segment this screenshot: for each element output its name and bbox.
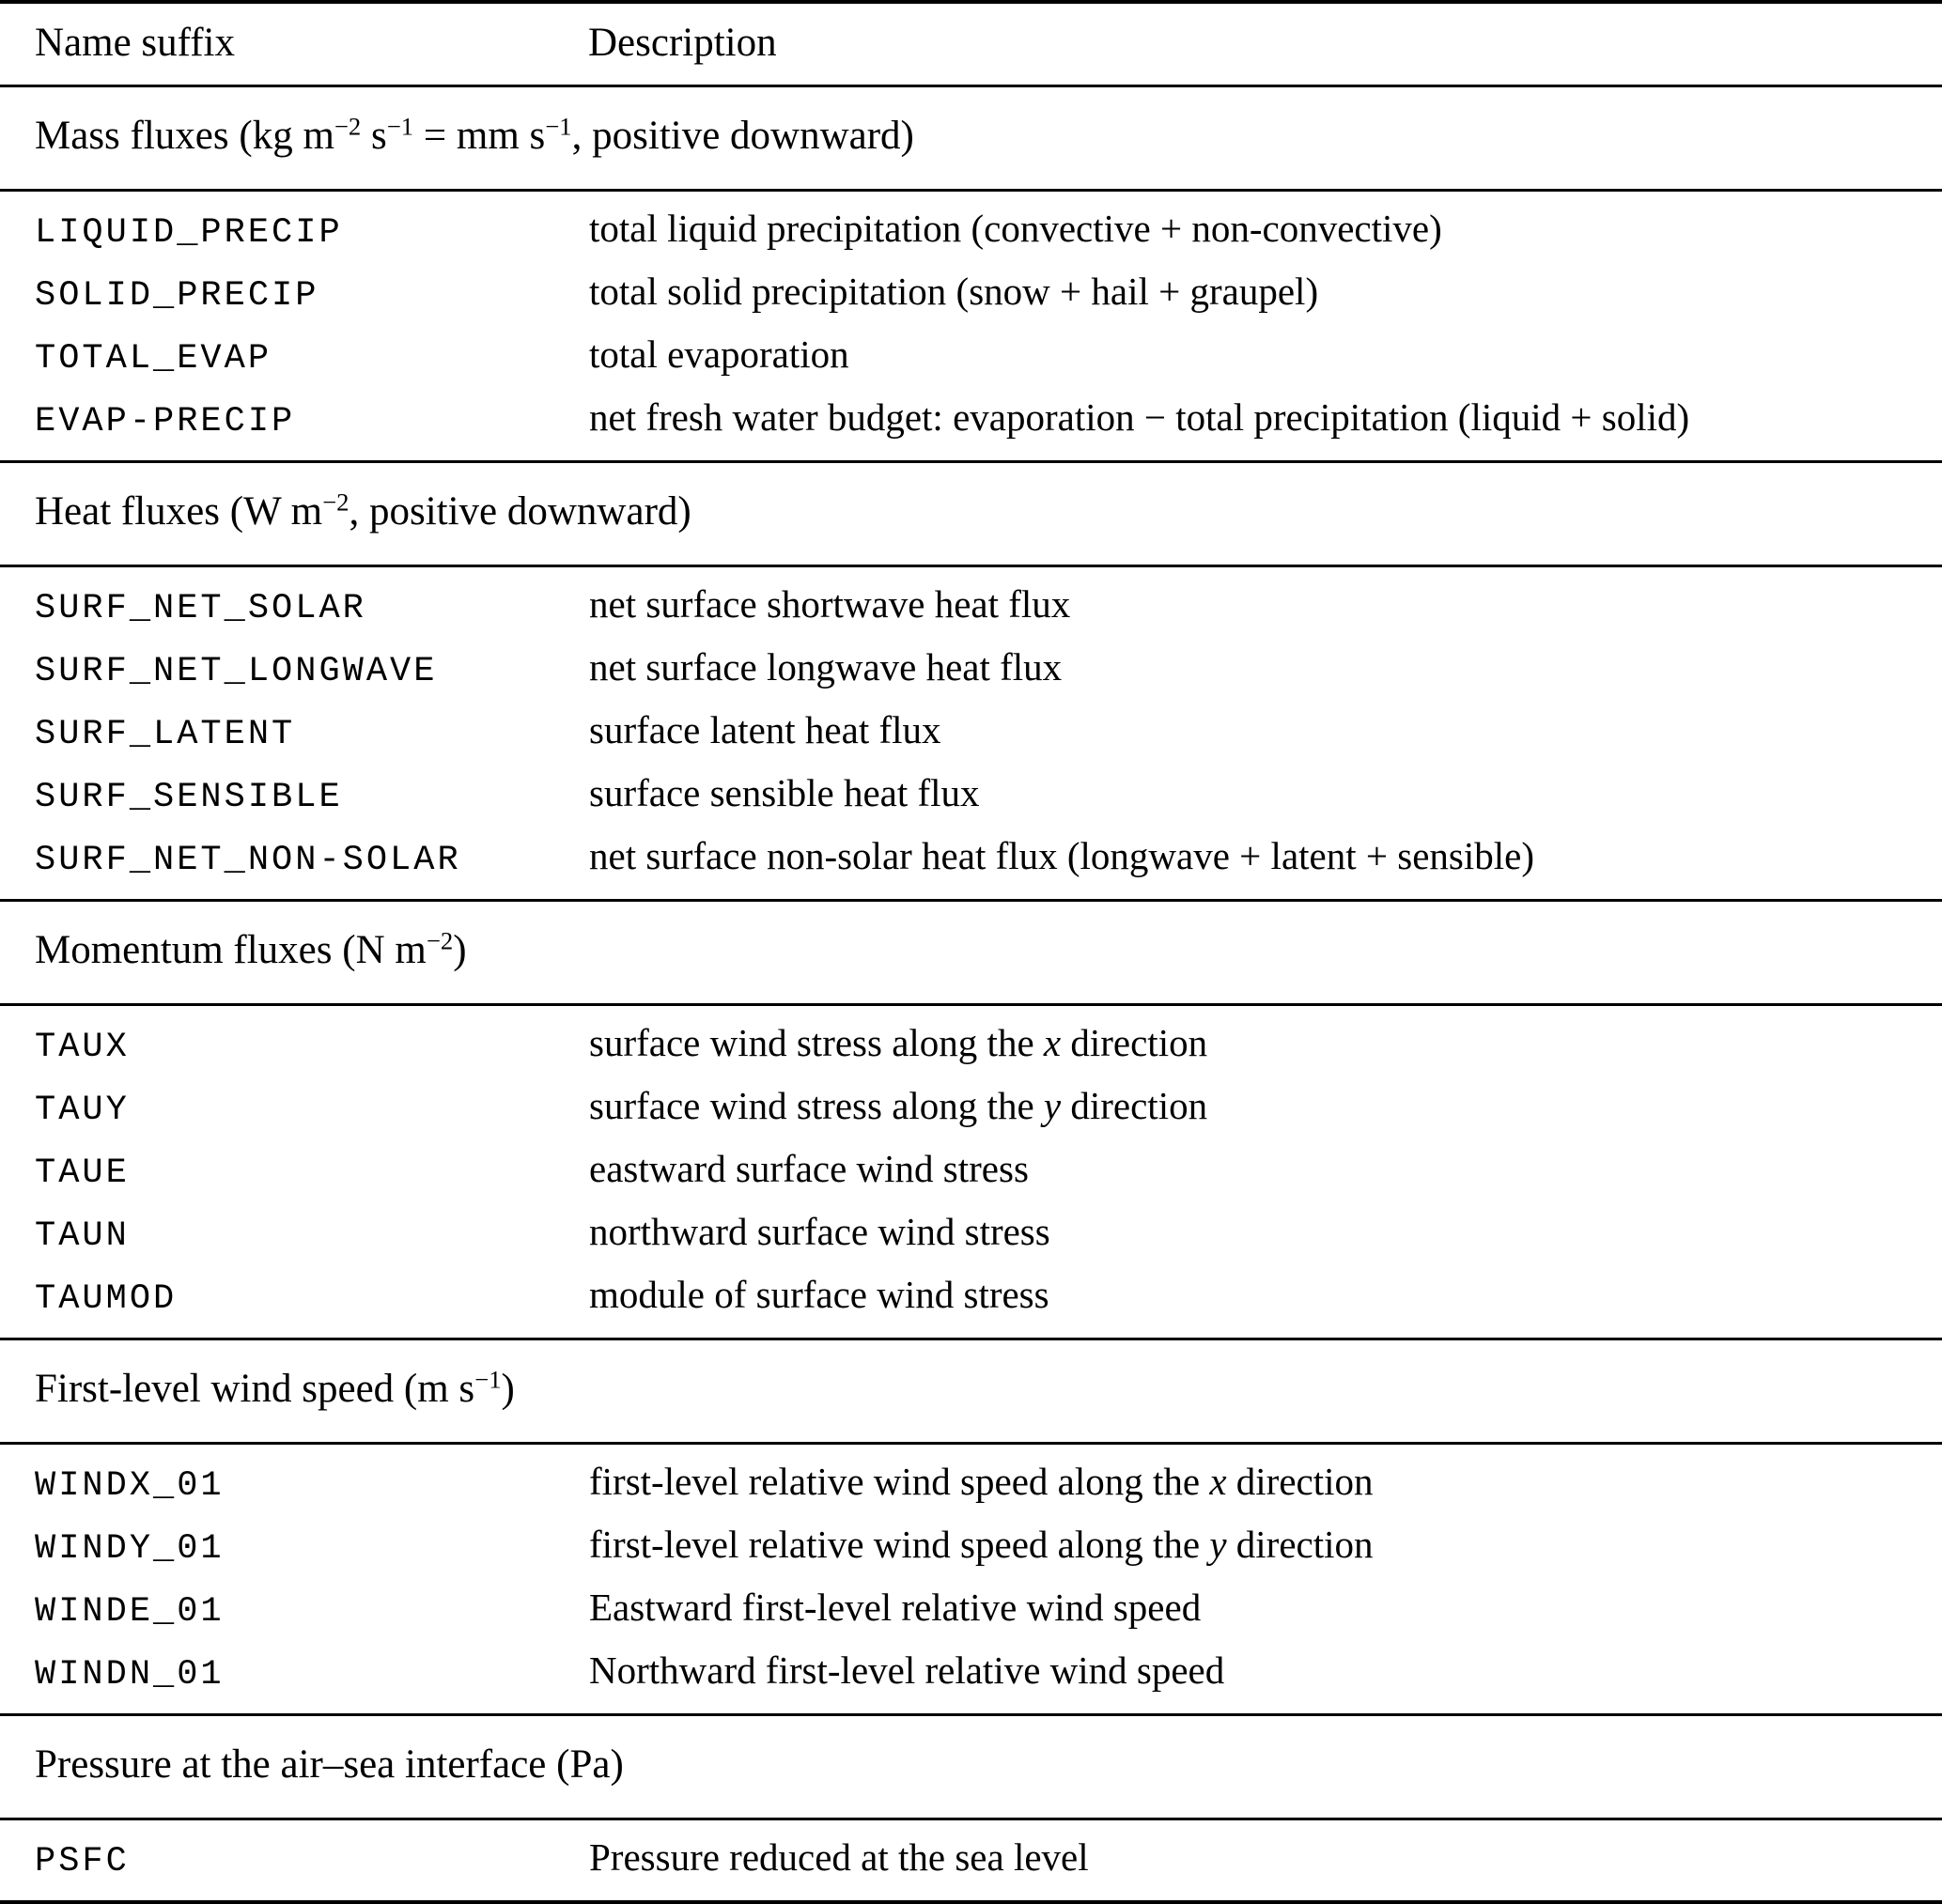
text-segment: net surface non-solar heat flux (longwave + latent + sensible) bbox=[589, 834, 1534, 877]
text-segment: surface latent heat flux bbox=[589, 708, 941, 751]
variable-name: TOTAL_EVAP bbox=[35, 339, 272, 379]
text-segment: Momentum fluxes (N m bbox=[35, 928, 427, 972]
table-row bbox=[0, 764, 1942, 827]
variable-description bbox=[588, 388, 1942, 462]
column-header-description: Description bbox=[588, 21, 777, 65]
variable-description bbox=[588, 1819, 1942, 1903]
text-segment: module of surface wind stress bbox=[589, 1273, 1049, 1316]
variable-name: WINDN_01 bbox=[35, 1655, 225, 1695]
table-row bbox=[0, 638, 1942, 701]
variable-description bbox=[588, 1515, 1942, 1578]
superscript-exponent: −1 bbox=[545, 112, 572, 141]
variable-description bbox=[588, 1005, 1942, 1077]
text-segment: direction bbox=[1061, 1021, 1208, 1064]
text-segment: s bbox=[361, 114, 387, 158]
superscript-exponent: −1 bbox=[474, 1365, 502, 1394]
section-header-row bbox=[0, 901, 1942, 1005]
table-row bbox=[0, 701, 1942, 764]
math-variable: y bbox=[1043, 1084, 1062, 1127]
text-segment: total solid precipitation (snow + hail + graupel) bbox=[589, 270, 1319, 313]
section-title bbox=[0, 901, 1942, 1005]
text-segment: Heat fluxes (W m bbox=[35, 489, 323, 534]
text-segment: direction bbox=[1226, 1460, 1374, 1503]
text-segment: direction bbox=[1226, 1523, 1374, 1566]
table-row bbox=[0, 1819, 1942, 1903]
text-segment: ) bbox=[501, 1367, 515, 1411]
variable-name: LIQUID_PRECIP bbox=[35, 213, 343, 253]
text-segment: net fresh water budget: evaporation − total precipitation (liquid + solid) bbox=[589, 395, 1690, 439]
variable-name: SURF_NET_LONGWAVE bbox=[35, 652, 438, 691]
math-variable: x bbox=[1209, 1460, 1227, 1503]
table-body bbox=[0, 86, 1942, 1903]
variable-description bbox=[588, 701, 1942, 764]
section-header-row bbox=[0, 86, 1942, 191]
variable-description bbox=[588, 566, 1942, 639]
table-row bbox=[0, 1578, 1942, 1641]
text-segment: net surface shortwave heat flux bbox=[589, 582, 1071, 626]
math-variable: y bbox=[1209, 1523, 1227, 1566]
text-segment: first-level relative wind speed along the bbox=[589, 1460, 1210, 1503]
table-row bbox=[0, 388, 1942, 462]
text-segment: , positive downward) bbox=[571, 114, 914, 158]
text-segment: Pressure reduced at the sea level bbox=[589, 1835, 1089, 1879]
variable-name: WINDY_01 bbox=[35, 1529, 225, 1569]
column-header-name-suffix: Name suffix bbox=[35, 21, 235, 65]
variable-name: SURF_SENSIBLE bbox=[35, 778, 343, 817]
text-segment: total liquid precipitation (convective + non-convective) bbox=[589, 207, 1442, 250]
text-segment: Eastward first-level relative wind speed bbox=[589, 1586, 1202, 1629]
variable-description bbox=[588, 1265, 1942, 1339]
variable-description bbox=[588, 827, 1942, 901]
table-header bbox=[0, 2, 1942, 86]
text-segment: total evaporation bbox=[589, 333, 849, 376]
text-segment: direction bbox=[1061, 1084, 1208, 1127]
variable-name: SURF_LATENT bbox=[35, 715, 296, 754]
section-title bbox=[0, 86, 1942, 191]
table-row bbox=[0, 1515, 1942, 1578]
text-segment: eastward surface wind stress bbox=[589, 1147, 1029, 1190]
text-segment: northward surface wind stress bbox=[589, 1210, 1050, 1253]
variable-description bbox=[588, 262, 1942, 325]
text-segment: Northward first-level relative wind speed bbox=[589, 1649, 1225, 1692]
text-segment: First-level wind speed (m s bbox=[35, 1367, 475, 1411]
text-segment: ) bbox=[453, 928, 467, 972]
variable-description bbox=[588, 764, 1942, 827]
variable-description bbox=[588, 1641, 1942, 1715]
table-row bbox=[0, 1202, 1942, 1265]
variable-description bbox=[588, 1444, 1942, 1516]
text-segment: surface wind stress along the bbox=[589, 1084, 1044, 1127]
variable-description bbox=[588, 325, 1942, 388]
variable-name: SOLID_PRECIP bbox=[35, 276, 319, 316]
variable-name: TAUY bbox=[35, 1091, 130, 1130]
text-segment: Pressure at the air–sea interface (Pa) bbox=[35, 1742, 624, 1787]
text-segment: = mm s bbox=[413, 114, 546, 158]
superscript-exponent: −2 bbox=[322, 488, 350, 517]
variable-description bbox=[588, 1139, 1942, 1202]
text-segment: surface wind stress along the bbox=[589, 1021, 1044, 1064]
section-title bbox=[0, 462, 1942, 566]
table-row bbox=[0, 325, 1942, 388]
table-row bbox=[0, 566, 1942, 639]
superscript-exponent: −1 bbox=[386, 112, 414, 141]
text-segment: surface sensible heat flux bbox=[589, 771, 980, 814]
text-segment: , positive downward) bbox=[349, 489, 691, 534]
table-row bbox=[0, 262, 1942, 325]
variable-name: SURF_NET_NON-SOLAR bbox=[35, 841, 461, 880]
table-row bbox=[0, 1005, 1942, 1077]
section-title bbox=[0, 1715, 1942, 1819]
variable-name: EVAP-PRECIP bbox=[35, 402, 296, 441]
variable-name: TAUX bbox=[35, 1028, 130, 1067]
text-segment: Mass fluxes (kg m bbox=[35, 114, 334, 158]
superscript-exponent: −2 bbox=[426, 926, 454, 955]
section-title bbox=[0, 1339, 1942, 1444]
variable-name: TAUN bbox=[35, 1216, 130, 1256]
variable-name: TAUE bbox=[35, 1153, 130, 1193]
variable-description bbox=[588, 638, 1942, 701]
table-row bbox=[0, 827, 1942, 901]
variable-description bbox=[588, 1076, 1942, 1139]
table-row bbox=[0, 1444, 1942, 1516]
variable-description bbox=[588, 1578, 1942, 1641]
variable-name: WINDX_01 bbox=[35, 1466, 225, 1506]
variable-description bbox=[588, 1202, 1942, 1265]
section-header-row bbox=[0, 1339, 1942, 1444]
table-row bbox=[0, 1265, 1942, 1339]
header-row bbox=[0, 2, 1942, 86]
variable-name: TAUMOD bbox=[35, 1279, 178, 1319]
variable-name: PSFC bbox=[35, 1842, 130, 1881]
table-row bbox=[0, 1076, 1942, 1139]
variable-description bbox=[588, 191, 1942, 263]
superscript-exponent: −2 bbox=[334, 112, 362, 141]
section-header-row bbox=[0, 1715, 1942, 1819]
text-segment: net surface longwave heat flux bbox=[589, 645, 1063, 689]
table-row bbox=[0, 1641, 1942, 1715]
text-segment: first-level relative wind speed along the bbox=[589, 1523, 1210, 1566]
table-row bbox=[0, 191, 1942, 263]
section-header-row bbox=[0, 462, 1942, 566]
variable-name: WINDE_01 bbox=[35, 1592, 225, 1632]
variable-name: SURF_NET_SOLAR bbox=[35, 589, 366, 628]
math-variable: x bbox=[1043, 1021, 1062, 1064]
table-row bbox=[0, 1139, 1942, 1202]
